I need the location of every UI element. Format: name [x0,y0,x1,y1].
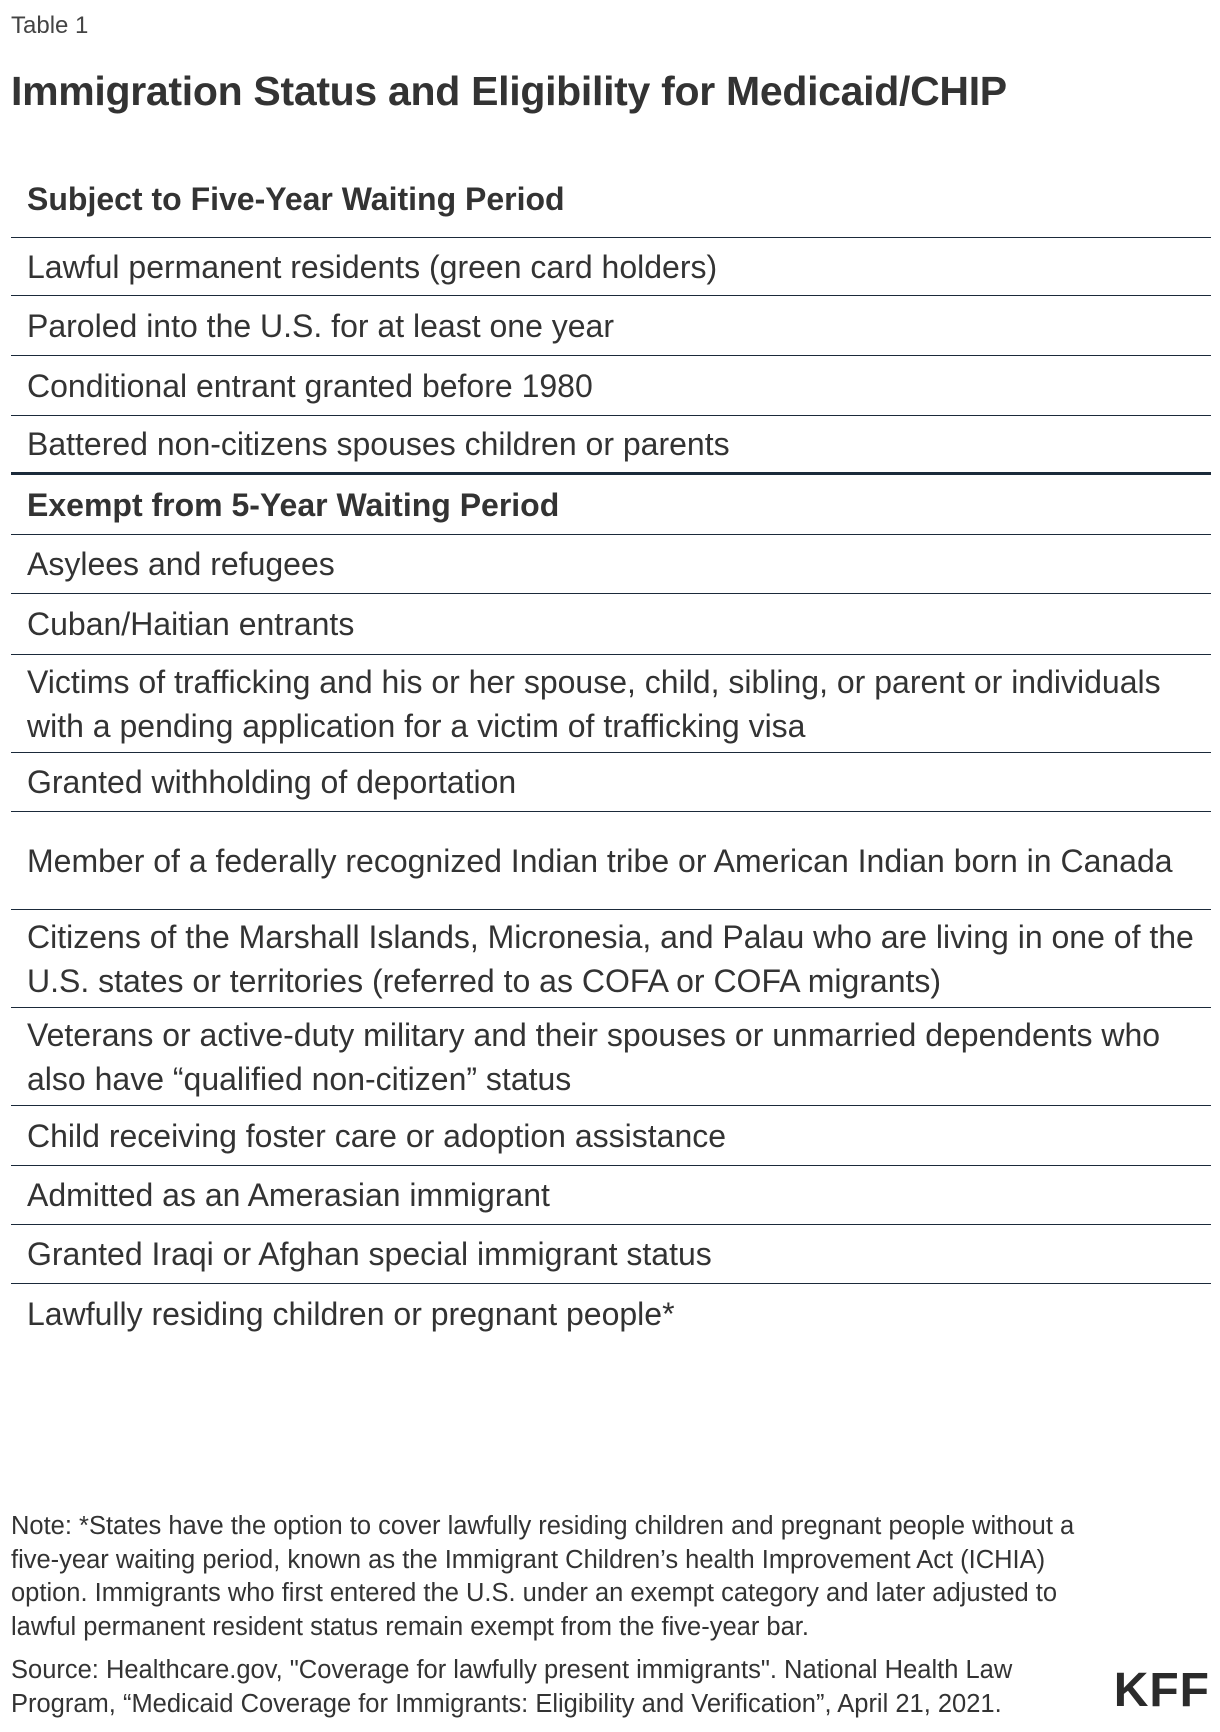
table-cell: Veterans or active-duty military and their spouses or unmarried dependents who also have “qualified non-citizen” status [27,1016,1161,1097]
table-section-header [11,475,1211,535]
table-row [11,594,1211,655]
table-cell: Battered non-citizens spouses children or parents [27,426,730,462]
table-row [11,812,1211,910]
table-cell: Exempt from 5-Year Waiting Period [27,486,560,523]
table-row [11,238,1211,296]
table-cell: Admitted as an Amerasian immigrant [27,1177,550,1213]
table-cell: Victims of trafficking and his or her spouse, child, sibling, or parent or individuals with a pending application for a victim of trafficking visa [27,663,1161,744]
source-text: Source: Healthcare.gov, "Coverage for lawfully present immigrants". National Health Law Program, “Medicaid Coverage for Immigrants: Eligibility and Verification”, April 21, 2021. [11,1656,1013,1718]
table-row [11,1284,1211,1344]
note-text: Note: *States have the option to cover lawfully residing children and pregnant people without a five-year waiting period, known as the Immigrant Children’s health Improvement Act (ICHIA) option. Immigrants who first entered the U.S. under an exempt category and later adjusted to lawful permanent resident status remain exempt from the five-year bar. [11,1512,1075,1641]
table-label: Table 1 [11,12,89,39]
kff-logo: KFF [1113,1664,1210,1717]
table-row [11,753,1211,812]
table-row [11,1225,1211,1284]
table-cell: Conditional entrant granted before 1980 [27,367,593,404]
table-section-header [11,160,1211,238]
table-cell: Lawful permanent residents (green card holders) [27,248,718,285]
table-row [11,416,1211,475]
table-row [11,296,1211,356]
table-cell: Citizens of the Marshall Islands, Micronesia, and Palau who are living in one of the U.S. states or territories (referred to as COFA or COFA migrants) [27,918,1194,999]
table-row [11,1106,1211,1166]
table-cell: Asylees and refugees [27,546,335,582]
table-row [11,1166,1211,1225]
table-row [11,356,1211,416]
footnotes [11,1510,1101,1721]
table-cell: Lawfully residing children or pregnant people* [27,1296,675,1332]
page-title: Immigration Status and Eligibility for Medicaid/CHIP [11,68,1007,114]
table-row [11,655,1211,753]
table-row [11,1008,1211,1106]
table-cell: Child receiving foster care or adoption assistance [27,1117,727,1154]
table-cell: Cuban/Haitian entrants [27,606,355,642]
table-cell: Subject to Five-Year Waiting Period [27,180,565,217]
eligibility-table [11,160,1211,1344]
table-cell: Paroled into the U.S. for at least one year [27,307,614,344]
table-cell: Granted Iraqi or Afghan special immigrant status [27,1236,712,1272]
table-row [11,910,1211,1008]
table-row [11,535,1211,594]
table-cell: Member of a federally recognized Indian tribe or American Indian born in Canada [27,842,1173,879]
table-cell: Granted withholding of deportation [27,764,517,800]
